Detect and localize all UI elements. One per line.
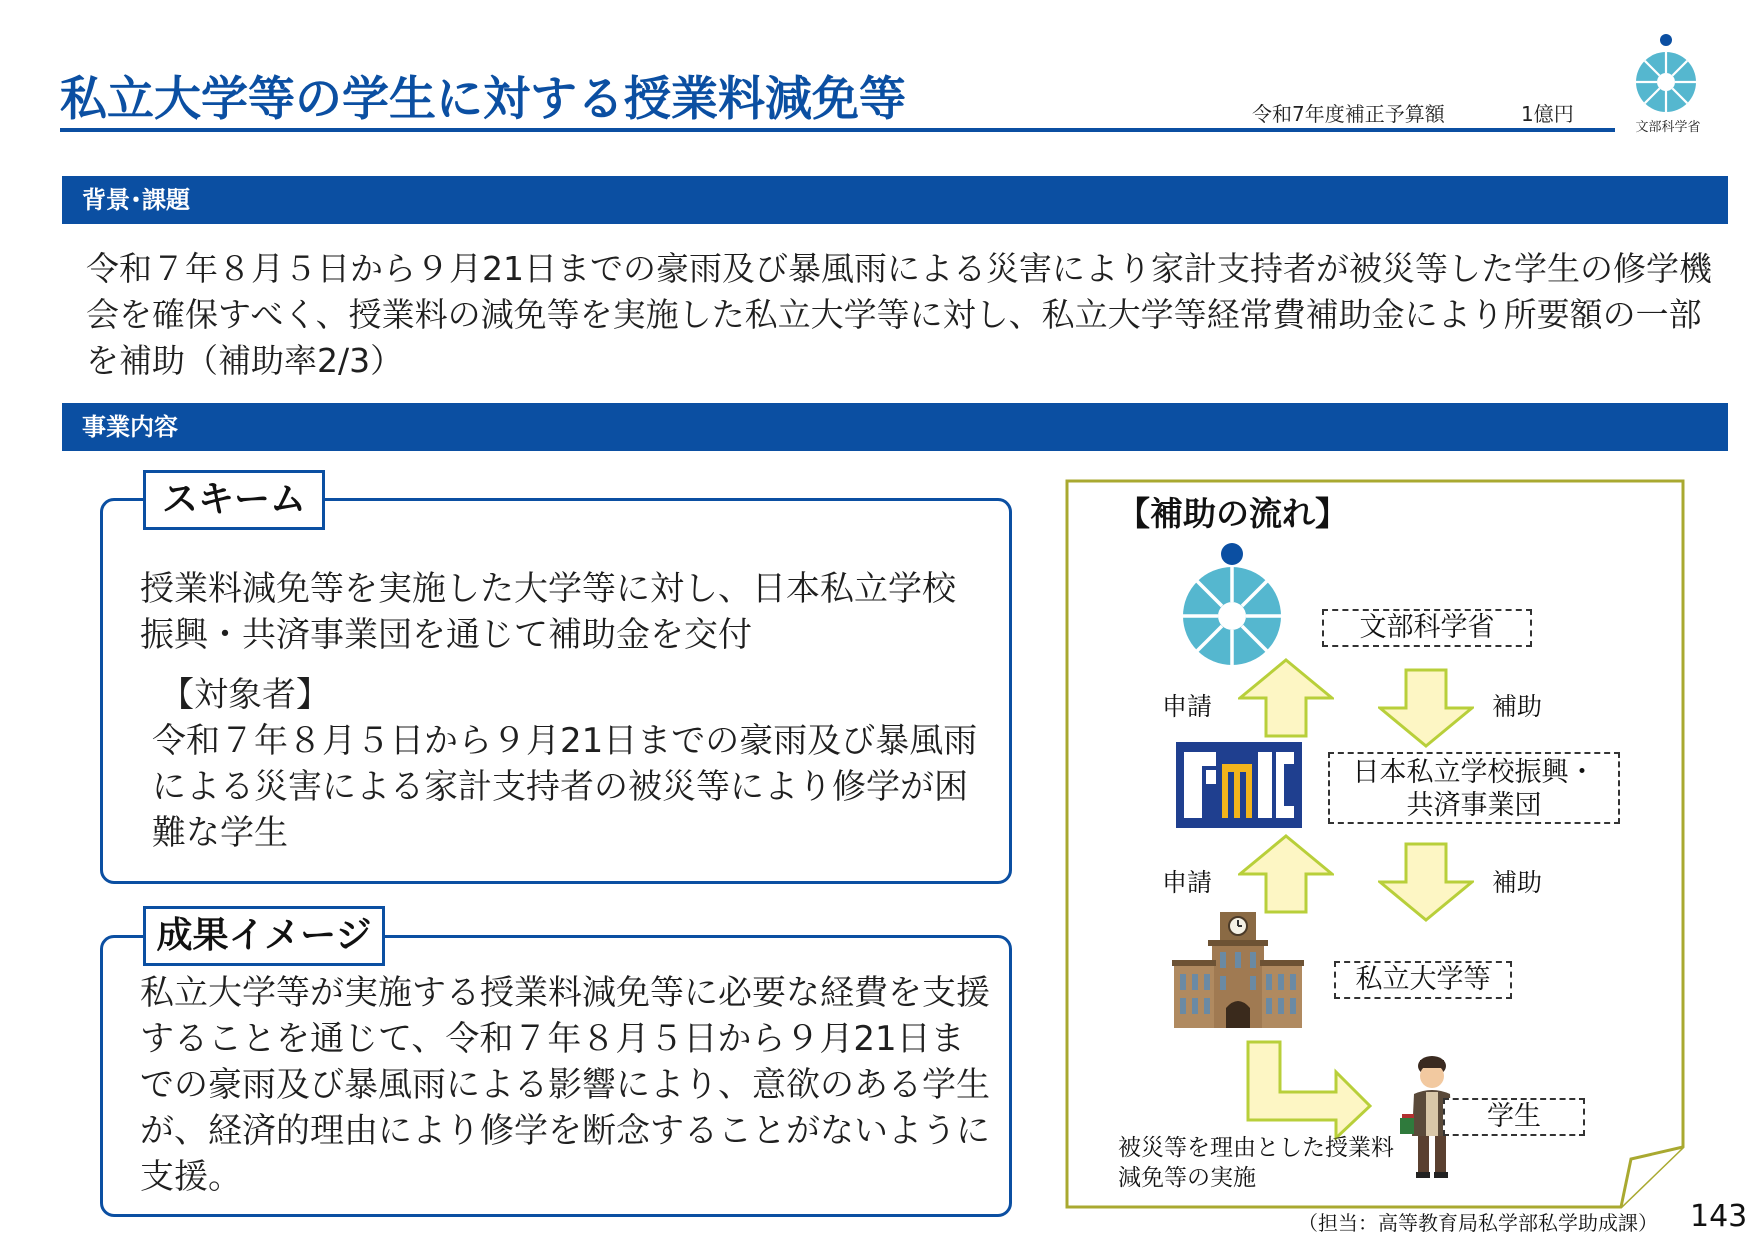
exemption-note-line1: 被災等を理由とした授業料 xyxy=(1118,1135,1394,1161)
university-label: 私立大学等 xyxy=(1334,961,1512,999)
logo-text: 文部科学省 xyxy=(1635,120,1701,135)
mext-logo-icon xyxy=(1632,30,1700,118)
down-arrow-icon xyxy=(1378,842,1474,922)
elbow-arrow-icon xyxy=(1246,1040,1372,1140)
section-bar-background: 背景･課題 xyxy=(62,176,1728,224)
page-number: 143 xyxy=(1690,1199,1748,1234)
mext-label: 文部科学省 xyxy=(1322,609,1532,647)
target-heading: 【対象者】 xyxy=(160,675,330,715)
outcome-description: 私立大学等が実施する授業料減免等に必要な経費を支援することを通じて、令和７年８月５日から９月21日までの豪雨及び暴風雨による影響により、意欲のある学生が、経済的理由により修学を断念することがないように支援。 xyxy=(140,973,990,1197)
flow-title: 【補助の流れ】 xyxy=(1117,494,1348,533)
title-underline xyxy=(60,128,1615,132)
apply-label-1: 申請 xyxy=(1162,692,1213,721)
pmac-label-line1: 日本私立学校振興・ xyxy=(1352,757,1596,788)
scheme-tab: スキーム xyxy=(143,470,325,530)
section-bar-business: 事業内容 xyxy=(62,403,1728,451)
flow-panel xyxy=(1065,479,1685,1209)
university-building-icon xyxy=(1172,908,1304,1028)
apply-label-2: 申請 xyxy=(1162,868,1213,897)
budget-amount: 1億円 xyxy=(1521,102,1574,126)
exemption-note xyxy=(1118,1133,1418,1193)
pmac-logo-icon xyxy=(1176,742,1302,828)
down-arrow-icon xyxy=(1378,668,1474,748)
exemption-note-line2: 減免等の実施 xyxy=(1118,1165,1256,1191)
grant-label-1: 補助 xyxy=(1492,692,1543,721)
student-label: 学生 xyxy=(1443,1098,1585,1136)
scheme-description: 授業料減免等を実施した大学等に対し、日本私立学校振興・共済事業団を通じて補助金を交付 xyxy=(140,569,956,655)
pmac-label xyxy=(1328,752,1620,824)
pmac-label-line2: 共済事業団 xyxy=(1406,790,1542,821)
target-description: 令和７年８月５日から９月21日までの豪雨及び暴風雨による災害による家計支持者の被災等により修学が困難な学生 xyxy=(152,721,978,853)
mext-logo-icon xyxy=(1180,542,1284,666)
outcome-tab: 成果イメージ xyxy=(143,906,385,966)
page-title: 私立大学等の学生に対する授業料減免等 xyxy=(60,72,906,127)
footer-contact: （担当：高等教育局私学部私学助成課） xyxy=(1298,1211,1658,1235)
grant-label-2: 補助 xyxy=(1492,868,1543,897)
budget-label: 令和7年度補正予算額 xyxy=(1252,102,1445,126)
up-arrow-icon xyxy=(1238,834,1334,914)
up-arrow-icon xyxy=(1238,658,1334,738)
background-text: 令和７年８月５日から９月21日までの豪雨及び暴風雨による災害により家計支持者が被災等した学生の修学機会を確保すべく、授業料の減免等を実施した私立大学等に対し、私立大学等経常費補助金により所要額の一部を補助（補助率2/3） xyxy=(86,249,1712,380)
